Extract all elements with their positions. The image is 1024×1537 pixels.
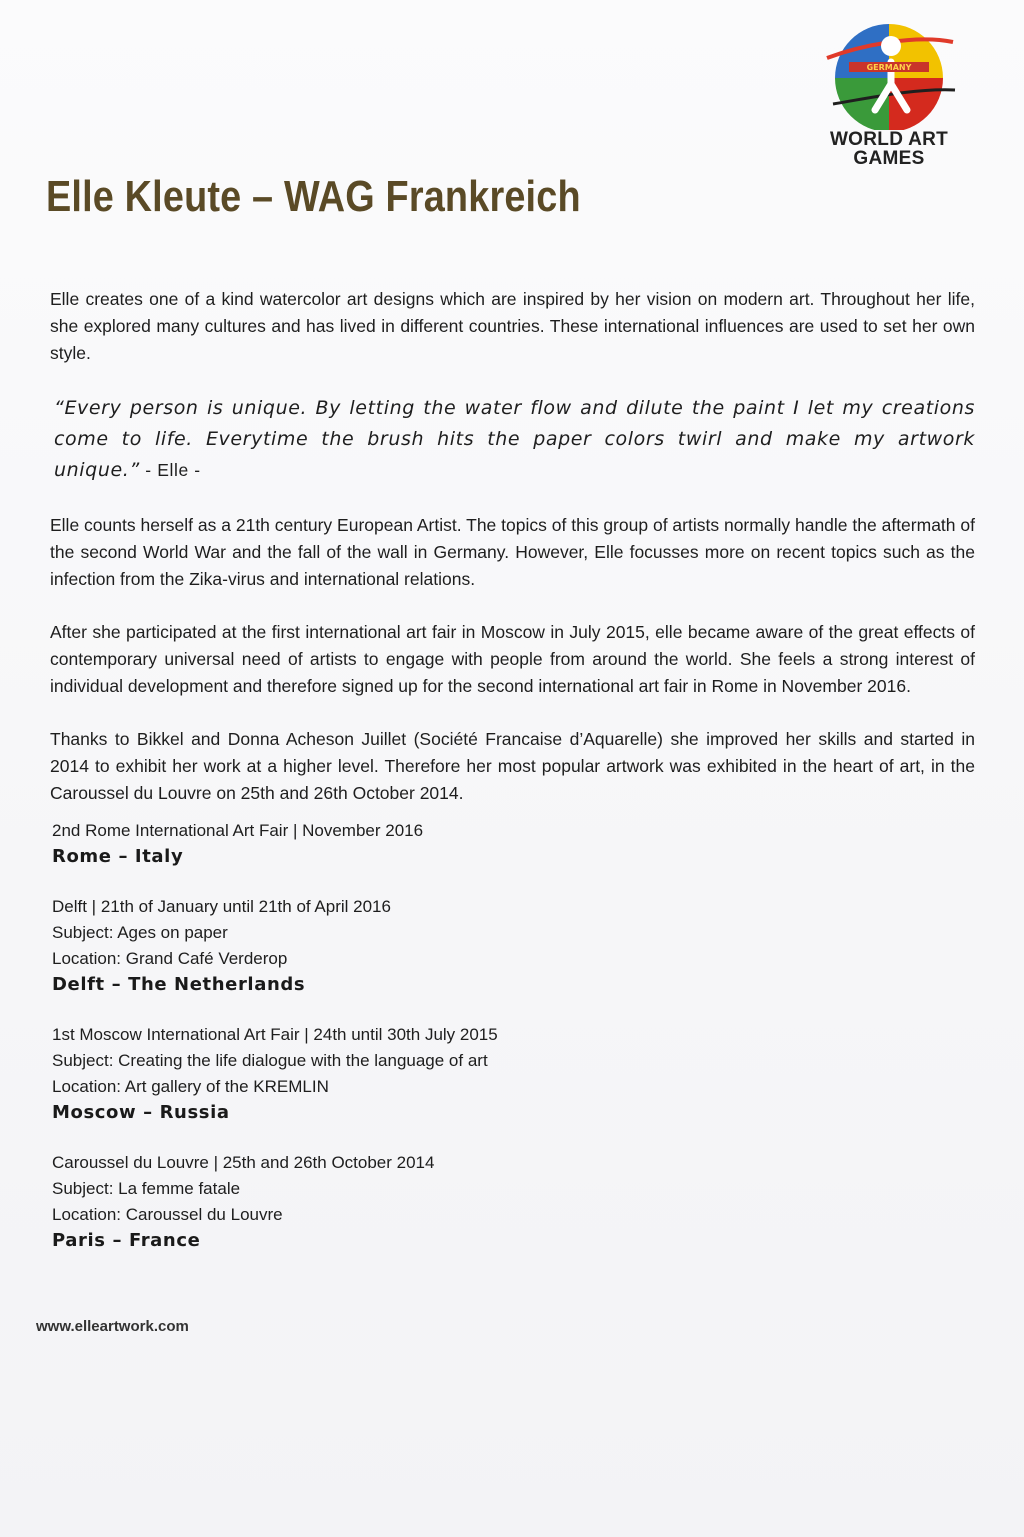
website-url: www.elleartwork.com xyxy=(36,1318,189,1335)
exhibition-location: Location: Caroussel du Louvre xyxy=(52,1205,283,1224)
artist-quote xyxy=(54,393,975,486)
quote-text: “Every person is unique. By letting the water flow and dilute the paint I let my creations come to life. Everytime the brush hits the paper colors twirl and make my artwork unique.” xyxy=(54,397,975,481)
exhibition-item xyxy=(52,1150,498,1254)
exhibition-item xyxy=(52,1022,498,1126)
exhibition-heading: 1st Moscow International Art Fair | 24th until 30th July 2015 xyxy=(52,1025,498,1044)
page-title: Elle Kleute – WAG Frankreich xyxy=(46,172,581,221)
intro-paragraph: Elle creates one of a kind watercolor art designs which are inspired by her vision on modern art. Throughout her life, she explored many cultures and has lived in different countries. These international influences are used to set her own style. xyxy=(50,289,975,363)
exhibition-heading: Delft | 21th of January until 21th of April 2016 xyxy=(52,897,391,916)
exhibition-place: Delft – The Netherlands xyxy=(52,974,306,995)
exhibition-subject: Subject: La femme fatale xyxy=(52,1179,241,1198)
exhibition-subject: Subject: Ages on paper xyxy=(52,923,228,942)
paragraph: Elle counts herself as a 21th century European Artist. The topics of this group of artists normally handle the aftermath of the second World War and the fall of the wall in Germany. However, Elle focusses more on recent topics such as the infection from the Zika-virus and international relations. xyxy=(50,515,975,589)
exhibition-place: Paris – France xyxy=(52,1230,201,1251)
exhibition-item xyxy=(52,894,498,998)
exhibition-heading: 2nd Rome International Art Fair | November 2016 xyxy=(52,821,424,840)
exhibition-location: Location: Grand Café Verderop xyxy=(52,949,288,968)
world-art-games-logo xyxy=(814,18,964,168)
paragraph: After she participated at the first international art fair in Moscow in July 2015, elle became aware of the great effects of contemporary universal need of artists to engage with people from around the world. She feels a strong interest of individual development and therefore signed up for the second international art fair in Rome in November 2016. xyxy=(50,622,975,696)
quote-signature: - Elle - xyxy=(139,460,201,480)
svg-text:GERMANY: GERMANY xyxy=(866,63,912,72)
exhibition-place: Rome – Italy xyxy=(52,846,184,867)
exhibition-list xyxy=(52,818,498,1278)
exhibition-heading: Caroussel du Louvre | 25th and 26th October 2014 xyxy=(52,1153,435,1172)
exhibition-item xyxy=(52,818,498,870)
logo-name: WORLD ART GAMES xyxy=(829,129,949,169)
exhibition-subject: Subject: Creating the life dialogue with the language of art xyxy=(52,1051,488,1070)
body-text xyxy=(50,286,975,833)
exhibition-location: Location: Art gallery of the KREMLIN xyxy=(52,1077,329,1096)
logo-emblem xyxy=(819,18,959,130)
exhibition-place: Moscow – Russia xyxy=(52,1102,230,1123)
paragraph: Thanks to Bikkel and Donna Acheson Juillet (Société Francaise d’Aquarelle) she improved her skills and started in 2014 to exhibit her work at a higher level. Therefore her most popular artwork was exhibited in the heart of art, in the Caroussel du Louvre on 25th and 26th October 2014. xyxy=(50,729,975,803)
